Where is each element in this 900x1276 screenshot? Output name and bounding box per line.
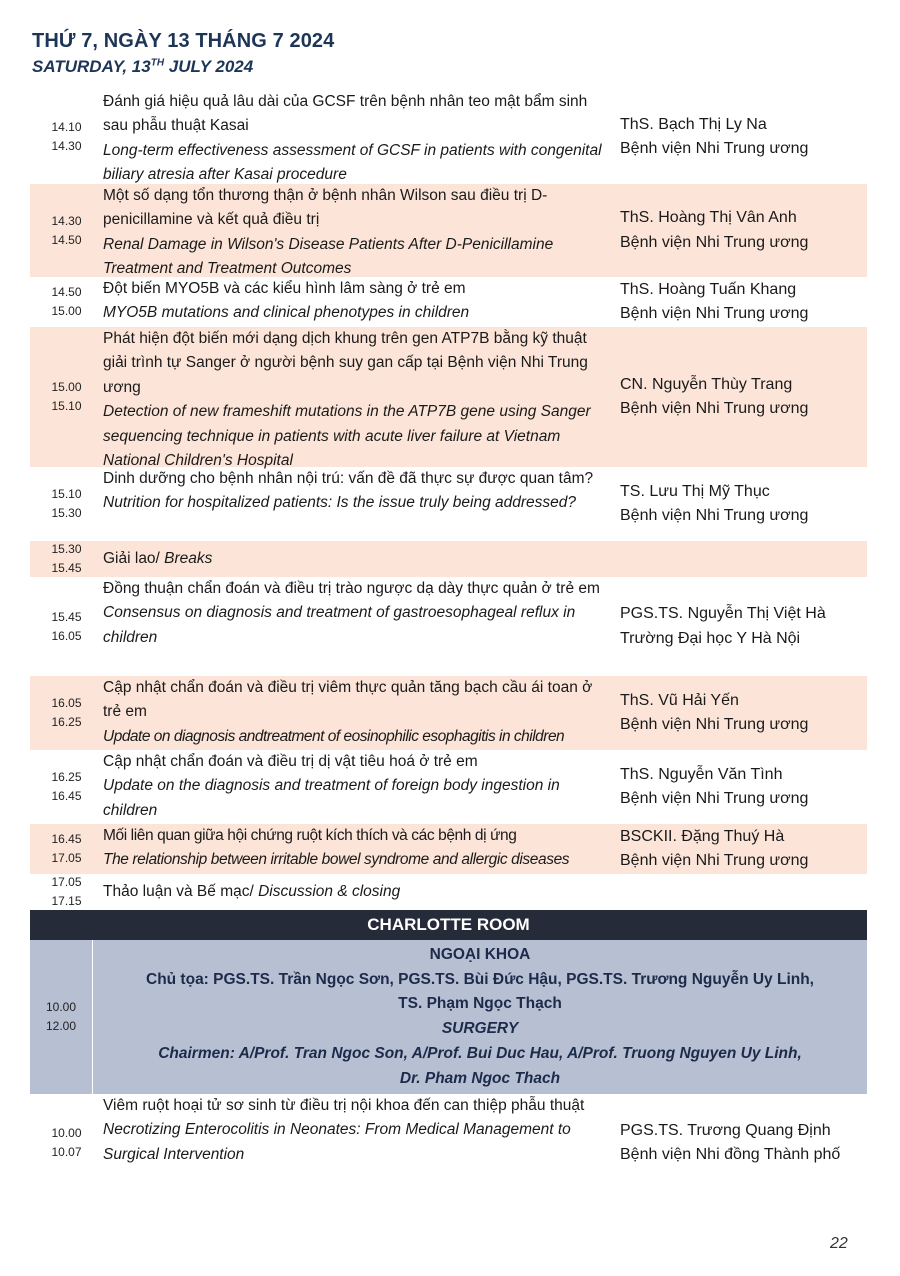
topic-vn: Mối liên quan giữa hội chứng ruột kích thích và các bệnh dị ứng [103,827,517,844]
speaker-name: ThS. Nguyễn Văn Tình [620,765,783,783]
end-time: 14.30 [51,139,82,153]
time-cell [30,1094,103,1192]
time-cell [30,327,103,467]
page-header [32,30,334,77]
speaker-affiliation: Bệnh viện Nhi Trung ương [620,140,809,157]
session-title-en: SURGERY [441,1020,519,1038]
start-time: 14.10 [51,120,82,134]
date-title-en-main: SATURDAY, 13 [32,57,151,76]
topic-vn: Phát hiện đột biến mới dạng dịch khung trên gen ATP7B bằng kỹ thuật giải trình tự Sanger ở người bệnh suy gan cấp tại Bệnh viện Nhi Trung ương [103,330,588,396]
schedule-row [30,184,867,277]
start-time: 16.45 [51,832,82,846]
topic-en: Necrotizing Enterocolitis in Neonates: From Medical Management to Surgical Intervention [103,1121,571,1163]
speaker-cell [608,1094,867,1192]
topic-vn: Giải lao/ [103,549,165,567]
schedule-row [30,327,867,470]
start-time: 14.50 [51,285,82,299]
speaker-name: PGS.TS. Nguyễn Thị Việt Hà [620,605,826,623]
start-time: 10.00 [51,1126,82,1140]
time-cell [30,277,103,327]
schedule-row [30,577,867,676]
speaker-name: ThS. Hoàng Tuấn Khang [620,280,797,298]
session-info [92,940,867,1094]
topic-cell [103,277,608,327]
speaker-name: CN. Nguyễn Thùy Trang [620,375,793,393]
speaker-cell [608,90,867,184]
schedule-row [30,277,867,327]
topic-cell [103,541,608,577]
start-time: 15.10 [51,487,82,501]
speaker-name: ThS. Hoàng Thị Vân Anh [620,209,797,227]
topic-cell [103,90,608,184]
topic-en: Update on the diagnosis and treatment of foreign body ingestion in children [103,777,560,819]
start-time: 14.30 [51,213,82,228]
schedule-row [30,676,867,750]
speaker-cell [608,277,867,327]
end-time: 15.30 [51,506,82,520]
schedule-row-closing [30,874,867,910]
speaker-cell [608,577,867,676]
topic-vn: Dinh dưỡng cho bệnh nhân nội trú: vấn đề đã thực sự được quan tâm? [103,470,594,487]
end-time: 17.15 [51,894,82,908]
speaker-name: BSCKII. Đặng Thuý Hà [620,827,785,845]
session-chairs-en: Chairmen: A/Prof. Tran Ngoc Son, A/Prof. Bui Duc Hau, A/Prof. Truong Nguyen Uy Linh, [158,1044,802,1062]
topic-vn: Cập nhật chẩn đoán và điều trị dị vật tiêu hoá ở trẻ em [103,753,478,770]
start-time: 15.45 [51,609,82,624]
topic-vn: Một số dạng tổn thương thận ở bệnh nhân Wilson sau điều trị D-penicillamine và kết quả điều trị [103,187,548,229]
end-time: 16.05 [51,628,82,643]
speaker-affiliation: Bệnh viện Nhi Trung ương [620,400,809,417]
speaker-affiliation: Bệnh viện Nhi Trung ương [620,852,809,869]
start-time: 16.05 [51,696,82,710]
speaker-cell [608,327,867,467]
start-time: 17.05 [51,875,82,889]
topic-en: Detection of new frameshift mutations in the ATP7B gene using Sanger sequencing technique in patients with acute liver failure at Vietnam National Children's Hospital [103,403,591,470]
end-time: 15.10 [51,399,82,413]
speaker-name: ThS. Bạch Thị Ly Na [620,115,767,133]
topic-vn: Đồng thuận chẩn đoán và điều trị trào ngược dạ dày thực quản ở trẻ em [103,580,600,597]
date-title-en-suffix: TH [150,57,165,69]
speaker-affiliation: Bệnh viện Nhi Trung ương [620,305,809,322]
time-cell [30,874,103,910]
time-cell [30,90,103,184]
date-title-vn: THỨ 7, NGÀY 13 THÁNG 7 2024 [32,30,335,52]
speaker-affiliation: Bệnh viện Nhi Trung ương [620,716,809,733]
date-title-en [32,57,334,77]
session-time-cell [30,940,92,1094]
time-cell [30,676,103,750]
session-chairs-vn: Chủ tọa: PGS.TS. Trần Ngọc Sơn, PGS.TS. Bùi Đức Hậu, PGS.TS. Trương Nguyễn Uy Linh, [146,970,814,988]
speaker-cell [608,184,867,277]
speaker-cell [608,824,867,874]
time-cell [30,824,103,874]
speaker-cell [608,541,867,577]
topic-vn: Đột biến MYO5B và các kiểu hình lâm sàng ở trẻ em [103,280,466,297]
speaker-affiliation: Bệnh viện Nhi Trung ương [620,507,809,524]
topic-cell [103,184,608,277]
schedule-row [30,750,867,824]
time-cell [30,541,103,577]
speaker-affiliation: Bệnh viện Nhi đồng Thành phố [620,1146,841,1163]
time-cell [30,184,103,277]
schedule-row [30,90,867,184]
end-time: 15.00 [51,304,82,318]
topic-en: Consensus on diagnosis and treatment of gastroesophageal reflux in children [103,604,576,646]
time-cell [30,577,103,676]
topic-en: The relationship between irritable bowel syndrome and allergic diseases [103,851,570,869]
topic-vn: Đánh giá hiệu quả lâu dài của GCSF trên bệnh nhân teo mật bẩm sinh sau phẫu thuật Kasai [103,93,588,135]
speaker-cell [608,676,867,750]
schedule-row [30,467,867,541]
topic-en: Long-term effectiveness assessment of GCSF in patients with congenital biliary atresia after Kasai procedure [103,141,602,184]
session-header [30,940,867,1094]
time-cell [30,750,103,824]
topic-vn: Viêm ruột hoại tử sơ sinh từ điều trị nội khoa đến can thiệp phẫu thuật [103,1097,585,1114]
topic-cell [103,1094,608,1192]
topic-cell [103,750,608,824]
speaker-name: TS. Lưu Thị Mỹ Thục [620,482,770,500]
topic-cell [103,577,608,676]
topic-en: Renal Damage in Wilson's Disease Patients After D-Penicillamine Treatment and Treatment Outcomes [103,235,554,278]
start-time: 15.30 [51,542,82,556]
room-title-bar: CHARLOTTE ROOM [30,910,867,940]
session-title-vn: NGOẠI KHOA [429,946,531,963]
topic-en: Update on diagnosis andtreatment of eosinophilic esophagitis in children [103,727,565,745]
schedule-row-break [30,541,867,577]
page-number: 22 [830,1235,848,1252]
date-title-en-rest: JULY 2024 [164,57,254,76]
schedule-table [30,90,867,1192]
end-time: 10.07 [51,1145,82,1159]
end-time: 17.05 [51,851,82,865]
end-time: 16.25 [51,715,82,729]
schedule-row [30,1094,867,1192]
topic-vn: Thảo luận và Bế mạc/ [103,882,259,900]
topic-cell [103,467,608,541]
topic-en: MYO5B mutations and clinical phenotypes in children [103,304,470,322]
end-time: 16.45 [51,789,82,803]
speaker-name: ThS. Vũ Hải Yến [620,691,739,709]
topic-cell [103,824,608,874]
topic-cell [103,874,608,910]
speaker-cell [608,750,867,824]
start-time: 16.25 [51,770,82,784]
topic-en: Nutrition for hospitalized patients: Is the issue truly being addressed? [103,494,577,512]
speaker-affiliation: Trường Đại học Y Hà Nội [620,629,801,647]
speaker-affiliation: Bệnh viện Nhi Trung ương [620,233,809,251]
speaker-affiliation: Bệnh viện Nhi Trung ương [620,790,809,807]
start-time: 15.00 [51,380,82,394]
topic-en: Breaks [164,549,213,567]
time-cell [30,467,103,541]
end-time: 14.50 [51,232,82,247]
topic-en: Discussion & closing [258,882,401,900]
session-end-time: 12.00 [45,1019,77,1033]
topic-cell [103,676,608,750]
session-start-time: 10.00 [45,1000,77,1014]
speaker-cell [608,874,867,910]
speaker-cell [608,467,867,541]
topic-vn: Cập nhật chẩn đoán và điều trị viêm thực quản tăng bạch cầu ái toan ở trẻ em [103,679,593,721]
schedule-row [30,824,867,874]
session-chairs-en-cont: Dr. Pham Ngoc Thach [399,1069,561,1087]
session-chairs-vn-cont: TS. Phạm Ngọc Thạch [398,995,562,1013]
topic-cell [103,327,608,470]
end-time: 15.45 [51,561,82,575]
speaker-name: PGS.TS. Trương Quang Định [620,1121,831,1139]
